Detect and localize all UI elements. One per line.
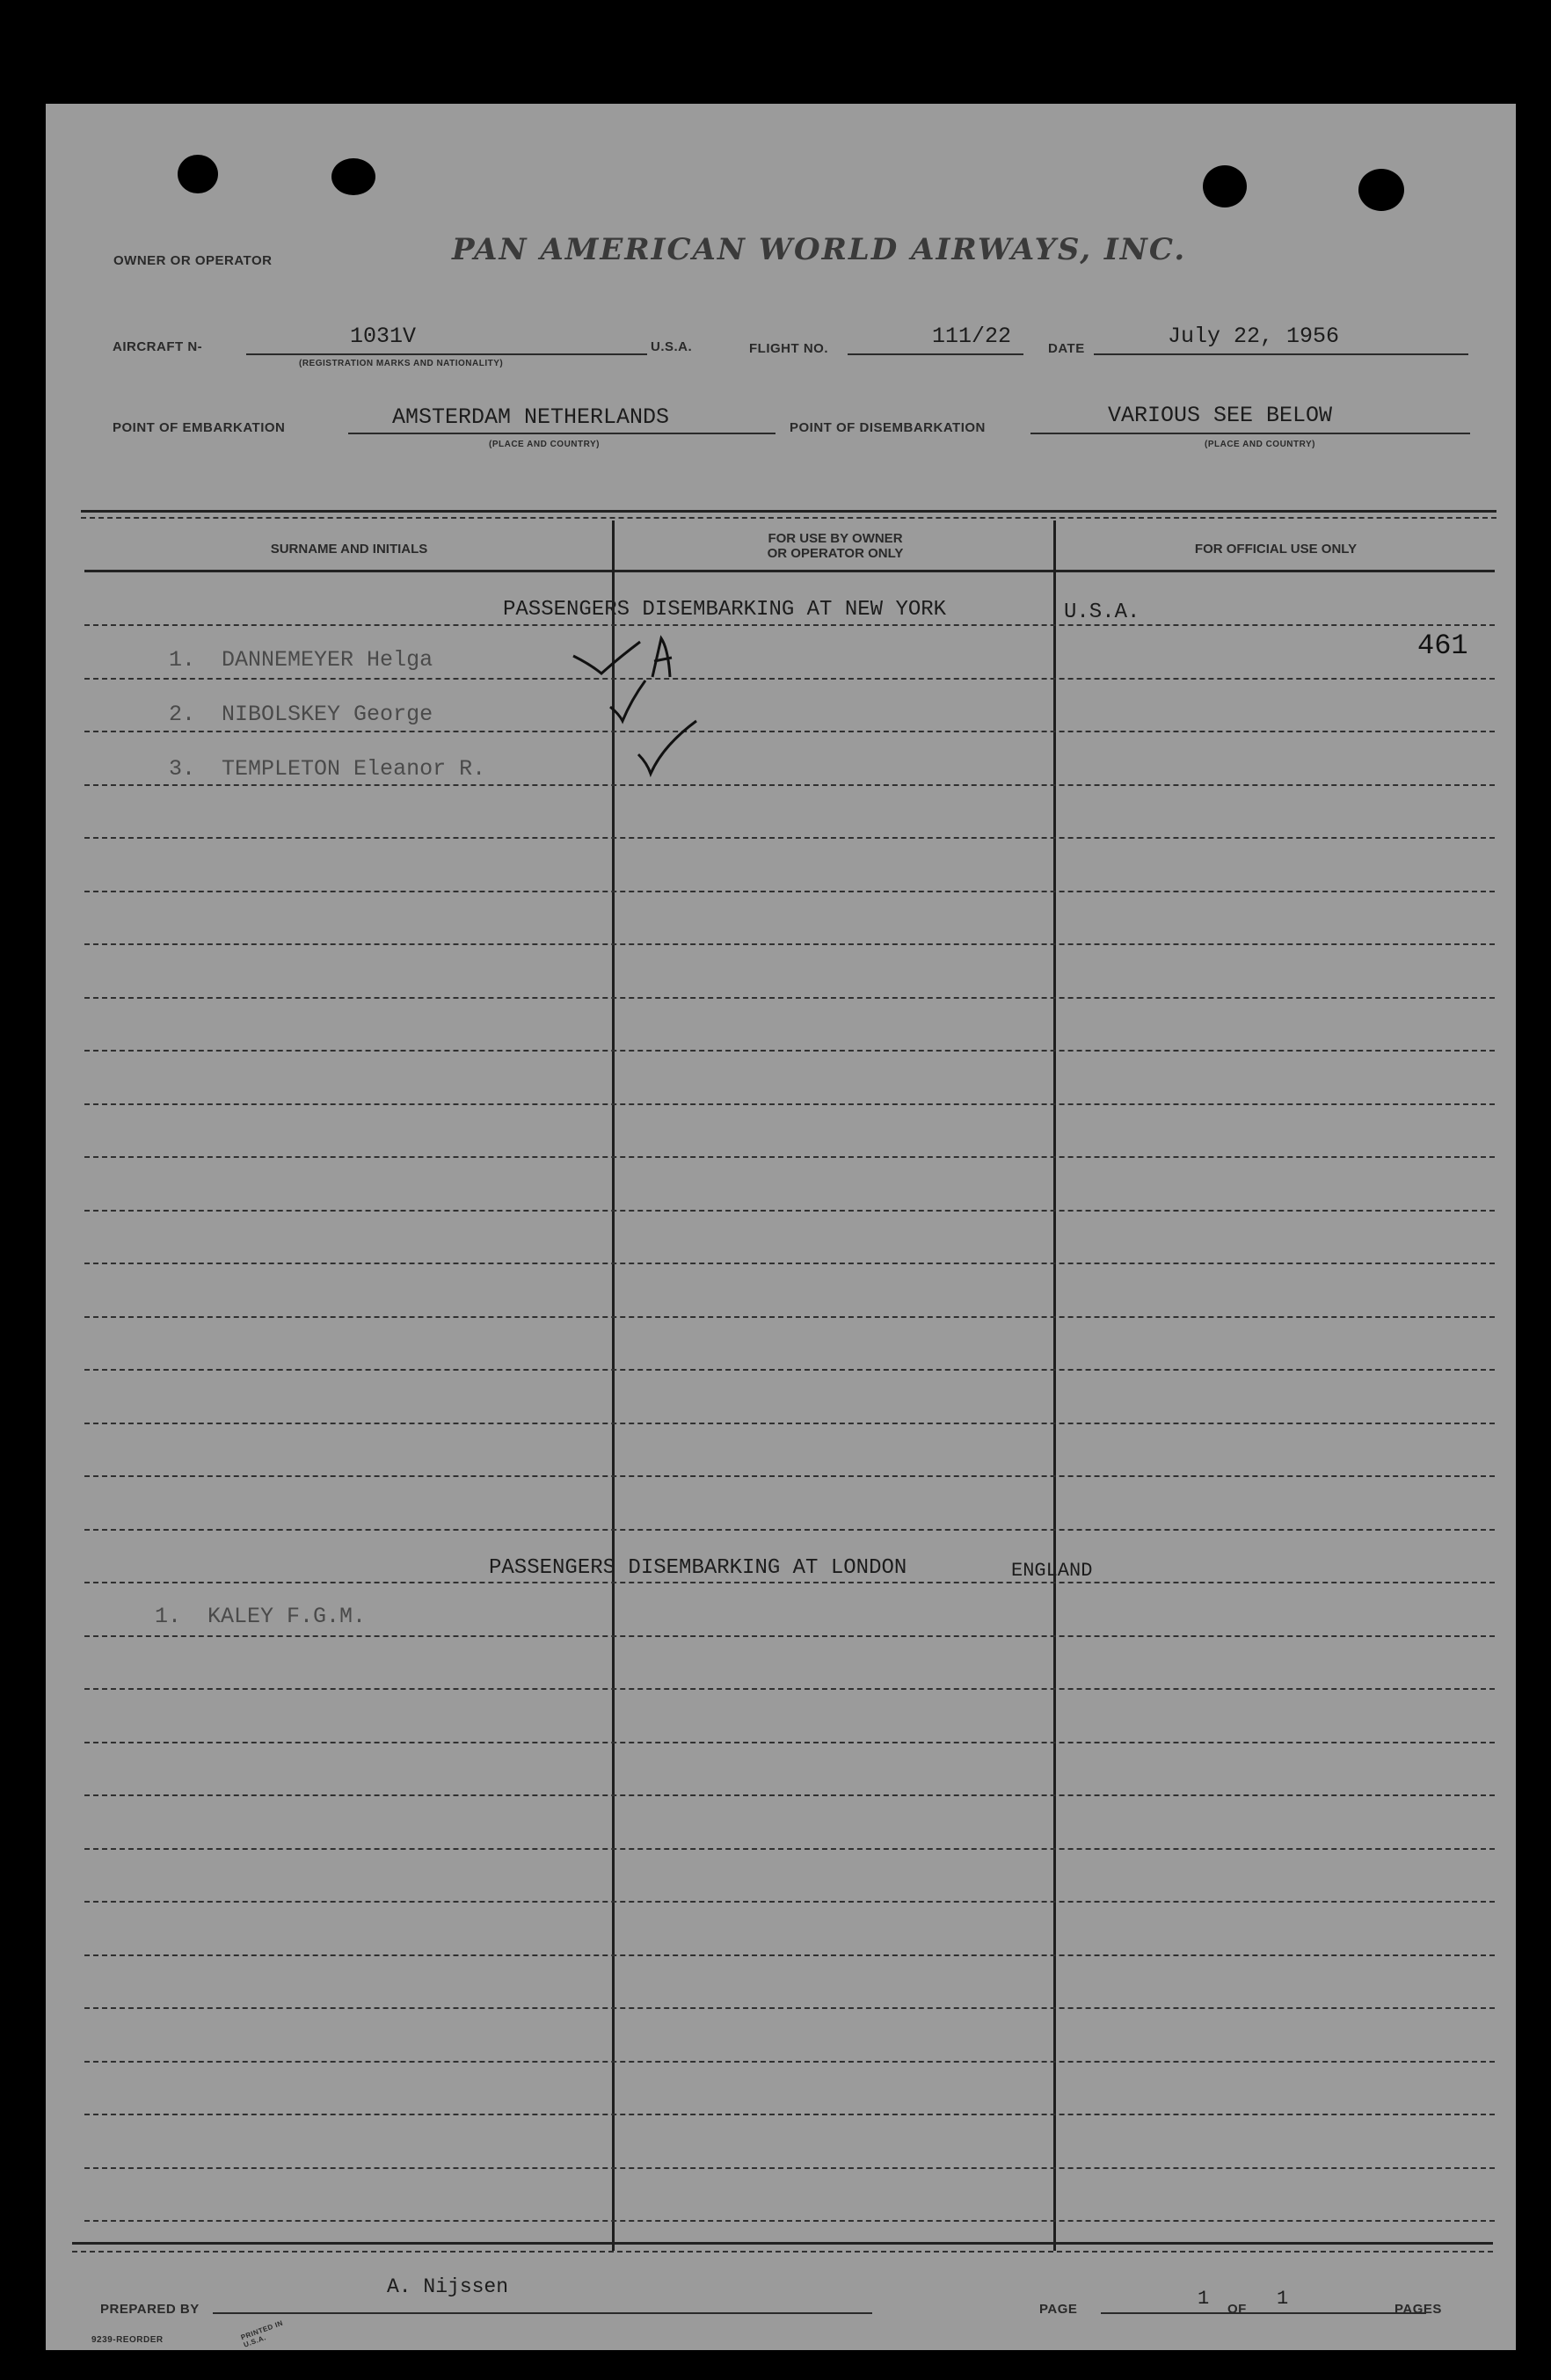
section-suffix-london: ENGLAND bbox=[1011, 1560, 1093, 1582]
registration-note: (REGISTRATION MARKS AND NATIONALITY) bbox=[299, 359, 504, 368]
page-number: 1 bbox=[1198, 2288, 1210, 2310]
ruled-line bbox=[84, 2167, 1495, 2169]
ruled-line bbox=[84, 678, 1495, 680]
passenger-number: 1. bbox=[155, 1604, 182, 1629]
flight-date: July 22, 1956 bbox=[1168, 324, 1340, 349]
ruled-line bbox=[84, 731, 1495, 732]
ruled-line bbox=[84, 891, 1495, 892]
ruled-line bbox=[84, 943, 1495, 945]
aircraft-number: 1031V bbox=[350, 324, 417, 349]
manifest-page bbox=[46, 104, 1516, 2350]
date-label: DATE bbox=[1048, 341, 1085, 356]
col-owner-header-line1: FOR USE BY OWNER bbox=[768, 531, 903, 546]
passenger-name: NIBOLSKEY George bbox=[222, 702, 433, 727]
ruled-line bbox=[84, 1423, 1495, 1424]
ruled-line bbox=[84, 1582, 1495, 1583]
check-mark-icon bbox=[638, 721, 696, 774]
section-heading-new-york: PASSENGERS DISEMBARKING AT NEW YORK bbox=[503, 598, 947, 622]
ruled-line bbox=[84, 1210, 1495, 1212]
prepared-by: A. Nijssen bbox=[387, 2275, 509, 2298]
ruled-line bbox=[84, 2007, 1495, 2009]
usa-label: U.S.A. bbox=[651, 339, 693, 354]
page-label: PAGE bbox=[1039, 2302, 1078, 2317]
ruled-line bbox=[84, 1794, 1495, 1796]
ruled-line bbox=[84, 1263, 1495, 1264]
disembark-label: POINT OF DISEMBARKATION bbox=[790, 420, 986, 435]
form-number: 9239-REORDER bbox=[91, 2335, 164, 2345]
disembark-underline bbox=[1030, 433, 1470, 434]
flight-underline bbox=[848, 353, 1023, 355]
disembark-place: VARIOUS SEE BELOW bbox=[1108, 403, 1333, 428]
ruled-line bbox=[84, 1050, 1495, 1052]
disembark-note: (PLACE AND COUNTRY) bbox=[1205, 440, 1315, 449]
ruled-line bbox=[84, 1529, 1495, 1531]
company-name: PAN AMERICAN WORLD AIRWAYS, INC. bbox=[452, 232, 1187, 267]
ruled-line bbox=[84, 1954, 1495, 1956]
check-marks bbox=[556, 622, 714, 798]
col-owner-header-line2: OR OPERATOR ONLY bbox=[767, 546, 904, 561]
printed-stamp: PRINTED IN U.S.A. bbox=[239, 2318, 285, 2349]
aircraft-label: AIRCRAFT N- bbox=[113, 339, 203, 354]
ruled-line bbox=[84, 1848, 1495, 1850]
page-underline bbox=[1101, 2312, 1426, 2314]
punch-hole bbox=[331, 158, 375, 195]
passenger-number: 1. bbox=[169, 647, 196, 673]
ruled-line bbox=[84, 2061, 1495, 2063]
ruled-line bbox=[84, 1369, 1495, 1371]
flight-number: 111/22 bbox=[932, 324, 1012, 349]
ruled-line bbox=[84, 837, 1495, 839]
passenger-row bbox=[169, 647, 433, 673]
pages-label: PAGES bbox=[1394, 2302, 1442, 2317]
passenger-row bbox=[169, 702, 433, 727]
embark-place: AMSTERDAM NETHERLANDS bbox=[392, 404, 670, 430]
embark-underline bbox=[348, 433, 776, 434]
of-label: OF bbox=[1227, 2302, 1247, 2317]
table-top-rule bbox=[81, 510, 1496, 513]
passenger-number: 3. bbox=[169, 756, 196, 782]
passenger-name: TEMPLETON Eleanor R. bbox=[222, 756, 486, 782]
ruled-line bbox=[84, 1103, 1495, 1105]
ruled-line bbox=[84, 1316, 1495, 1318]
section-heading-london: PASSENGERS DISEMBARKING AT LONDON bbox=[489, 1556, 907, 1580]
check-mark-icon bbox=[573, 642, 640, 673]
ruled-line bbox=[84, 2220, 1495, 2222]
ruled-line bbox=[84, 2114, 1495, 2115]
passenger-row bbox=[155, 1604, 366, 1629]
ruled-line bbox=[84, 1156, 1495, 1158]
ruled-line bbox=[84, 1475, 1495, 1477]
table-bottom-rule bbox=[72, 2242, 1493, 2245]
embark-note: (PLACE AND COUNTRY) bbox=[489, 440, 600, 449]
initial-a-mark bbox=[652, 638, 672, 677]
total-pages: 1 bbox=[1277, 2288, 1289, 2310]
ruled-line bbox=[84, 1742, 1495, 1743]
aircraft-underline bbox=[246, 353, 647, 355]
header-bottom-rule bbox=[84, 570, 1495, 572]
passenger-name: KALEY F.G.M. bbox=[208, 1604, 367, 1629]
col-surname-header: SURNAME AND INITIALS bbox=[270, 542, 428, 557]
prepared-underline bbox=[213, 2312, 872, 2314]
table-top-rule-dotted bbox=[81, 517, 1496, 519]
table-bottom-rule-dotted bbox=[72, 2251, 1493, 2253]
ruled-line bbox=[84, 624, 1495, 626]
official-number: 461 bbox=[1417, 630, 1468, 662]
passenger-number: 2. bbox=[169, 702, 196, 727]
col-owner-header bbox=[615, 531, 1055, 561]
passenger-row bbox=[169, 756, 485, 782]
ruled-line bbox=[84, 1635, 1495, 1637]
flight-label: FLIGHT NO. bbox=[749, 341, 828, 356]
ruled-line bbox=[84, 1901, 1495, 1903]
punch-hole bbox=[1203, 165, 1247, 207]
punch-hole bbox=[1358, 169, 1404, 211]
column-divider bbox=[1053, 520, 1056, 2251]
ruled-line bbox=[84, 784, 1495, 786]
prepared-label: PREPARED BY bbox=[100, 2302, 200, 2317]
date-underline bbox=[1094, 353, 1468, 355]
ruled-line bbox=[84, 997, 1495, 999]
section-suffix-new-york: U.S.A. bbox=[1064, 600, 1140, 624]
passenger-name: DANNEMEYER Helga bbox=[222, 647, 433, 673]
ruled-line bbox=[84, 1688, 1495, 1690]
owner-label: OWNER OR OPERATOR bbox=[113, 253, 273, 268]
embark-label: POINT OF EMBARKATION bbox=[113, 420, 286, 435]
punch-hole bbox=[178, 155, 218, 193]
check-mark-icon bbox=[610, 681, 645, 721]
col-official-header: FOR OFFICIAL USE ONLY bbox=[1194, 542, 1358, 557]
